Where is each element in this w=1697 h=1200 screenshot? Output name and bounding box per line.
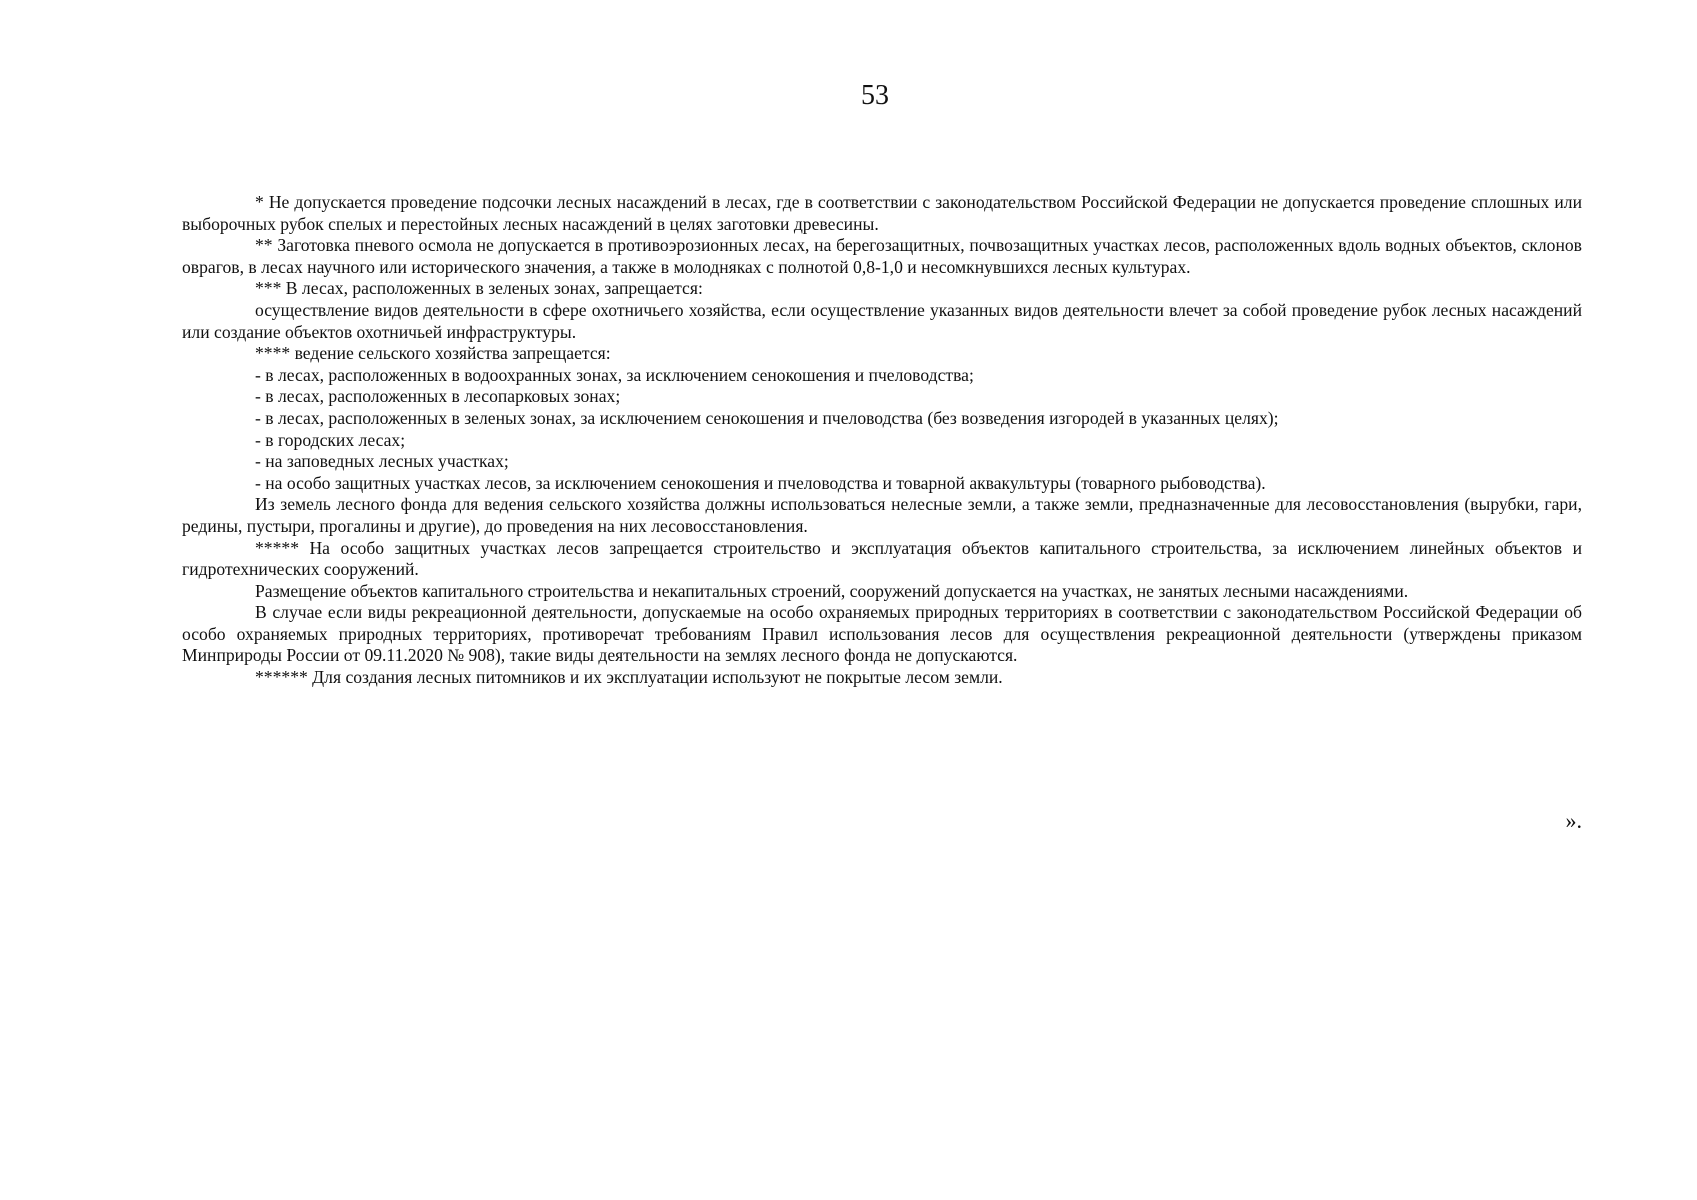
footnote-4-paragraph: Из земель лесного фонда для ведения сельского хозяйства должны использоваться нелесные земли, а также земли, предназначенные для лесовосстановления (вырубки, гари, редины, пустыри, прогалины и другие), до проведения на них лесовосстановления.: [182, 494, 1582, 536]
footnotes-block: [182, 192, 1582, 689]
footnote-4-list-item: - в городских лесах;: [255, 429, 406, 450]
footnote-4-list-item: - в лесах, расположенных в зеленых зонах, за исключением сенокошения и пчеловодства (без возведения изгородей в указанных целях);: [255, 407, 1279, 428]
footnote-4-list-item: - на заповедных лесных участках;: [255, 451, 509, 472]
footnote-3-item: осуществление видов деятельности в сфере охотничьего хозяйства, если осуществление указанных видов деятельности влечет за собой проведение рубок лесных насаждений или создание объектов охотничьей инфраструктуры.: [182, 299, 1582, 342]
footnote-2: ** Заготовка пневого осмола не допускается в противоэрозионных лесах, на берегозащитных, почвозащитных участках лесов, расположенных вдоль водных объектов, склонов оврагов, в лесах научного или исторического значения, а также в молодняках с полнотой 0,8-1,0 и несомкнувшихся лесных культурах.: [182, 235, 1582, 277]
footnote-4-list-item: - в лесах, расположенных в лесопарковых зонах;: [255, 386, 621, 407]
footnote-5-paragraph: Размещение объектов капитального строительства и некапитальных строений, сооружений допускается на участках, не занятых лесными насаждениями.: [255, 580, 1409, 601]
footnote-4-list-item: - в лесах, расположенных в водоохранных зонах, за исключением сенокошения и пчеловодства;: [255, 364, 974, 385]
footnote-6: ****** Для создания лесных питомников и их эксплуатации используют не покрытые лесом земли.: [255, 667, 1003, 688]
page-number: 53: [861, 80, 889, 111]
footnote-3: *** В лесах, расположенных в зеленых зонах, запрещается:: [255, 278, 703, 299]
footnote-1: * Не допускается проведение подсочки лесных насаждений в лесах, где в соответствии с законодательством Российской Федерации не допускается проведение сплошных или выборочных рубок спелых и перестойных лесных насаждений в целях заготовки древесины.: [182, 192, 1582, 234]
closing-quote-mark: ».: [1565, 808, 1582, 833]
footnote-4-list-item: - на особо защитных участках лесов, за исключением сенокошения и пчеловодства и товарной аквакультуры (товарного рыбоводства).: [255, 472, 1266, 493]
footnote-4: **** ведение сельского хозяйства запрещается:: [255, 343, 611, 364]
footnote-5: ***** На особо защитных участках лесов запрещается строительство и эксплуатация объектов капитального строительства, за исключением линейных объектов и гидротехнических сооружений.: [182, 537, 1582, 580]
footnote-5-paragraph: В случае если виды рекреационной деятельности, допускаемые на особо охраняемых природных территориях в соответствии с законодательством Российской Федерации об особо охраняемых природных территориях, противоречат требованиям Правил использования лесов для осуществления рекреационной деятельности (утверждены приказом Минприроды России от 09.11.2020 № 908), такие виды деятельности на землях лесного фонда не допускаются.: [182, 602, 1582, 666]
